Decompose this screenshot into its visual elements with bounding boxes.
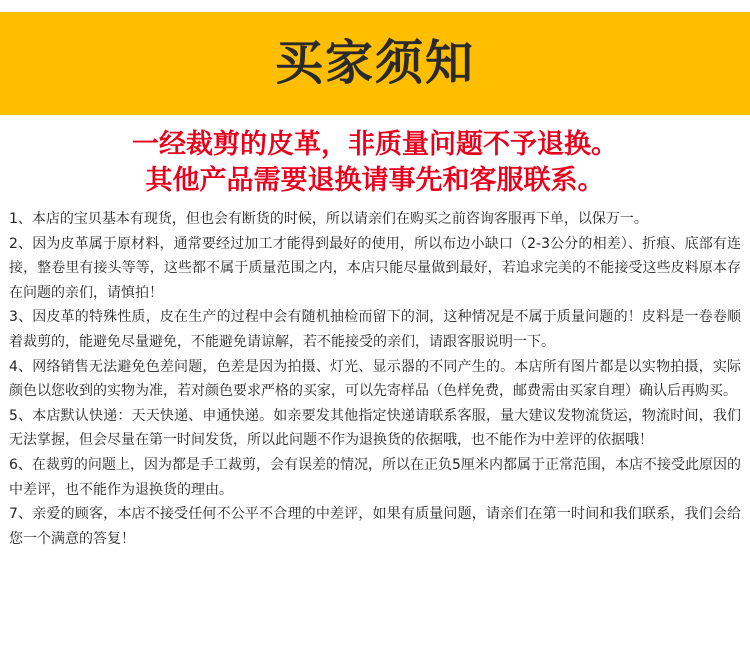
return-policy-notice-1: 一经裁剪的皮革，非质量问题不予退换。	[132, 129, 618, 160]
notice-item-6: 6、在裁剪的问题上，因为都是手工裁剪，会有误差的情况，所以在正负5厘米内都属于正常范围，本店不接受此原因的中差评，也不能作为退换货的理由。	[9, 456, 741, 498]
notice-item-1: 1、本店的宝贝基本有现货，但也会有断货的时候，所以请亲们在购买之前咨询客服再下单，以保万一。	[9, 211, 648, 227]
notice-item-3: 3、因皮革的特殊性质，皮在生产的过程中会有随机抽检而留下的洞，这种情况是不属于质量问题的！皮料是一卷卷顺着裁剪的，能避免尽量避免，不能避免请谅解，若不能接受的亲们，请跟客服说明一下。	[9, 309, 741, 350]
title-banner	[0, 12, 750, 115]
notice-item-4: 4、网络销售无法避免色差问题，色差是因为拍摄、灯光、显示器的不同产生的。本店所有图片都是以实物拍摄，实际颜色以您收到的实物为准，若对颜色要求严格的买家，可以先寄样品（色样免费，邮费需由买家自理）确认后再购买。	[9, 358, 741, 400]
notice-list	[9, 207, 741, 551]
page-title: 买家须知	[274, 35, 475, 91]
return-policy-notice-2: 其他产品需要退换请事先和客服联系。	[145, 165, 605, 196]
notice-item-2: 2、因为皮革属于原材料，通常要经过加工才能得到最好的使用，所以布边小缺口（2-3公分的相差）、折痕、底部有连接，整卷里有接头等等，这些都不属于质量范围之内，本店只能尽量做到最好，若追求完美的不能接受这些皮料原本存在问题的亲们，请慎拍！	[9, 235, 741, 301]
notice-item-5: 5、本店默认快递：天天快递、申通快递。如亲要发其他指定快递请联系客服，量大建议发物流货运，物流时间，我们无法掌握，但会尽量在第一时间发货，所以此问题不作为退换货的依据哦，也不能作为中差评的依据哦！	[9, 407, 741, 449]
notice-item-7: 7、亲爱的顾客，本店不接受任何不公平不合理的中差评，如果有质量问题，请亲们在第一时间和我们联系，我们会给您一个满意的答复！	[9, 506, 741, 547]
